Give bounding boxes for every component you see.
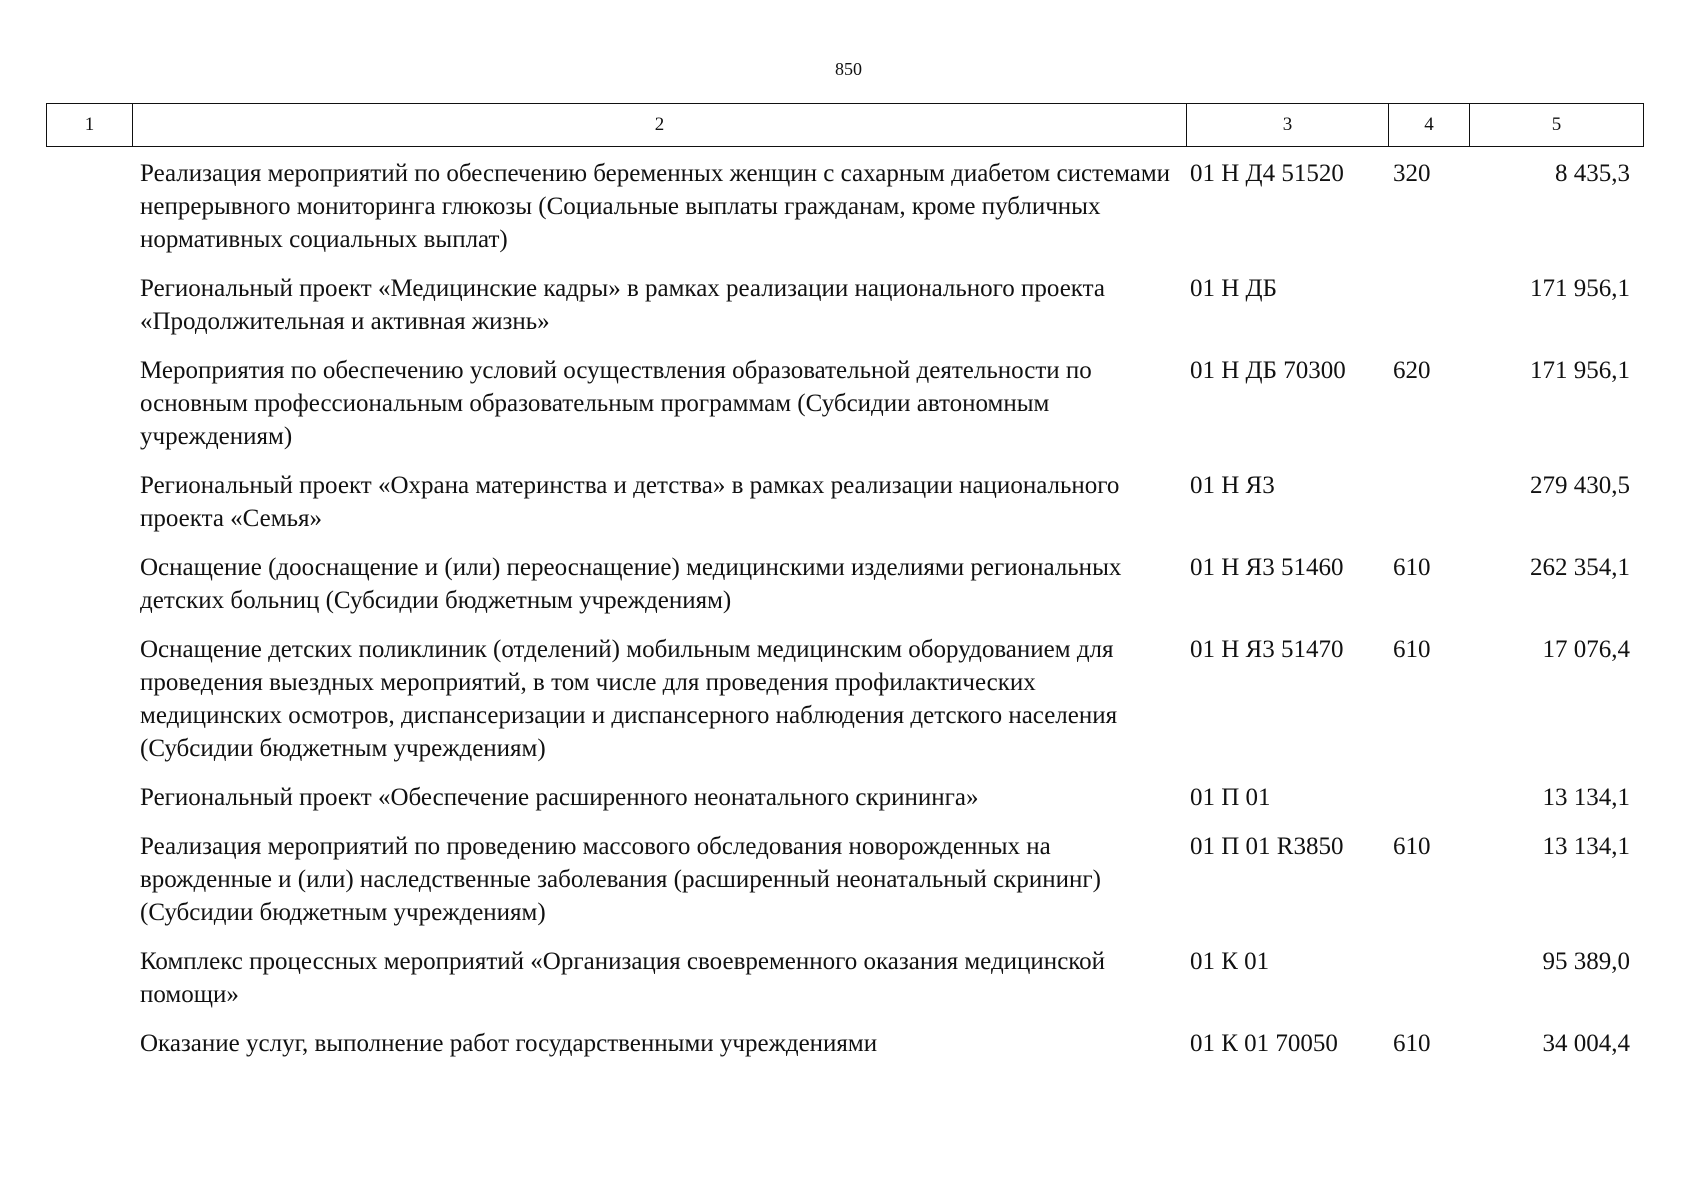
table-row bbox=[46, 830, 1638, 929]
row-number-cell bbox=[46, 469, 140, 535]
row-amount: 34 004,4 bbox=[1542, 1030, 1630, 1057]
row-amount: 13 134,1 bbox=[1542, 784, 1630, 811]
column-header-1: 1 bbox=[47, 104, 133, 147]
table-row bbox=[46, 157, 1638, 256]
table-row bbox=[46, 1027, 1638, 1060]
row-name: Региональный проект «Охрана материнства и детства» в рамках реализации национального проекта «Семья» bbox=[140, 472, 1120, 532]
row-code: 01 Н ДБ bbox=[1190, 275, 1277, 302]
row-number-cell bbox=[46, 781, 140, 814]
row-type bbox=[1385, 469, 1465, 535]
row-type: 620 bbox=[1393, 357, 1431, 384]
row-name: Мероприятия по обеспечению условий осуществления образовательной деятельности по основным профессиональным образовательным программам (Субсидии автономным учреждениям) bbox=[140, 357, 1092, 450]
row-type: 610 bbox=[1393, 833, 1431, 860]
row-name: Региональный проект «Обеспечение расширенного неонатального скрининга» bbox=[140, 784, 979, 811]
row-type bbox=[1385, 781, 1465, 814]
row-number-cell bbox=[46, 157, 140, 256]
row-type bbox=[1385, 272, 1465, 338]
row-code: 01 Н Д4 51520 bbox=[1190, 160, 1344, 187]
row-code: 01 К 01 bbox=[1190, 948, 1270, 975]
row-name: Оказание услуг, выполнение работ государственными учреждениями bbox=[140, 1030, 878, 1057]
row-type bbox=[1385, 945, 1465, 1011]
row-code: 01 Н Я3 51470 bbox=[1190, 636, 1344, 663]
row-number-cell bbox=[46, 1027, 140, 1060]
row-amount: 95 389,0 bbox=[1542, 948, 1630, 975]
row-name: Оснащение (дооснащение и (или) переоснащение) медицинскими изделиями региональных детских больниц (Субсидии бюджетным учреждениям) bbox=[140, 554, 1122, 614]
row-number-cell bbox=[46, 354, 140, 453]
row-amount: 171 956,1 bbox=[1530, 357, 1630, 384]
row-name: Комплекс процессных мероприятий «Организация своевременного оказания медицинской помощи» bbox=[140, 948, 1106, 1008]
table-row bbox=[46, 469, 1638, 535]
row-amount: 8 435,3 bbox=[1555, 160, 1630, 187]
column-header-row bbox=[47, 104, 1644, 147]
column-header-5: 5 bbox=[1470, 104, 1644, 147]
row-amount: 13 134,1 bbox=[1542, 833, 1630, 860]
column-header-2: 2 bbox=[133, 104, 1187, 147]
budget-table-body bbox=[46, 157, 1638, 1076]
row-code: 01 Н ДБ 70300 bbox=[1190, 357, 1346, 384]
table-row bbox=[46, 272, 1638, 338]
row-name: Региональный проект «Медицинские кадры» в рамках реализации национального проекта «Продолжительная и активная жизнь» bbox=[140, 275, 1105, 335]
row-number-cell bbox=[46, 551, 140, 617]
page-number: 850 bbox=[835, 59, 862, 79]
table-row bbox=[46, 945, 1638, 1011]
row-name: Оснащение детских поликлиник (отделений) мобильным медицинским оборудованием для проведения выездных мероприятий, в том числе для проведения профилактических медицинских осмотров, диспансеризации и диспансерного наблюдения детского населения (Субсидии бюджетным учреждениям) bbox=[140, 636, 1118, 762]
table-row bbox=[46, 633, 1638, 765]
row-amount: 171 956,1 bbox=[1530, 275, 1630, 302]
row-amount: 262 354,1 bbox=[1530, 554, 1630, 581]
row-amount: 17 076,4 bbox=[1542, 636, 1630, 663]
row-number-cell bbox=[46, 272, 140, 338]
row-type: 610 bbox=[1393, 554, 1431, 581]
row-number-cell bbox=[46, 633, 140, 765]
row-type: 320 bbox=[1393, 160, 1431, 187]
column-header-3: 3 bbox=[1187, 104, 1389, 147]
row-type: 610 bbox=[1393, 636, 1431, 663]
row-code: 01 П 01 R3850 bbox=[1190, 833, 1344, 860]
table-row bbox=[46, 354, 1638, 453]
table-row bbox=[46, 781, 1638, 814]
row-code: 01 Н Я3 51460 bbox=[1190, 554, 1344, 581]
row-type: 610 bbox=[1393, 1030, 1431, 1057]
row-amount: 279 430,5 bbox=[1530, 472, 1630, 499]
row-code: 01 П 01 bbox=[1190, 784, 1271, 811]
table-row bbox=[46, 551, 1638, 617]
column-header-table bbox=[46, 103, 1644, 147]
row-code: 01 Н Я3 bbox=[1190, 472, 1275, 499]
column-header-4: 4 bbox=[1389, 104, 1470, 147]
row-number-cell bbox=[46, 830, 140, 929]
row-name: Реализация мероприятий по проведению массового обследования новорожденных на врожденные и (или) наследственные заболевания (расширенный неонатальный скрининг) (Субсидии бюджетным учреждениям) bbox=[140, 833, 1101, 926]
row-number-cell bbox=[46, 945, 140, 1011]
row-code: 01 К 01 70050 bbox=[1190, 1030, 1338, 1057]
row-name: Реализация мероприятий по обеспечению беременных женщин с сахарным диабетом системами непрерывного мониторинга глюкозы (Социальные выплаты гражданам, кроме публичных нормативных социальных выплат) bbox=[140, 160, 1171, 253]
